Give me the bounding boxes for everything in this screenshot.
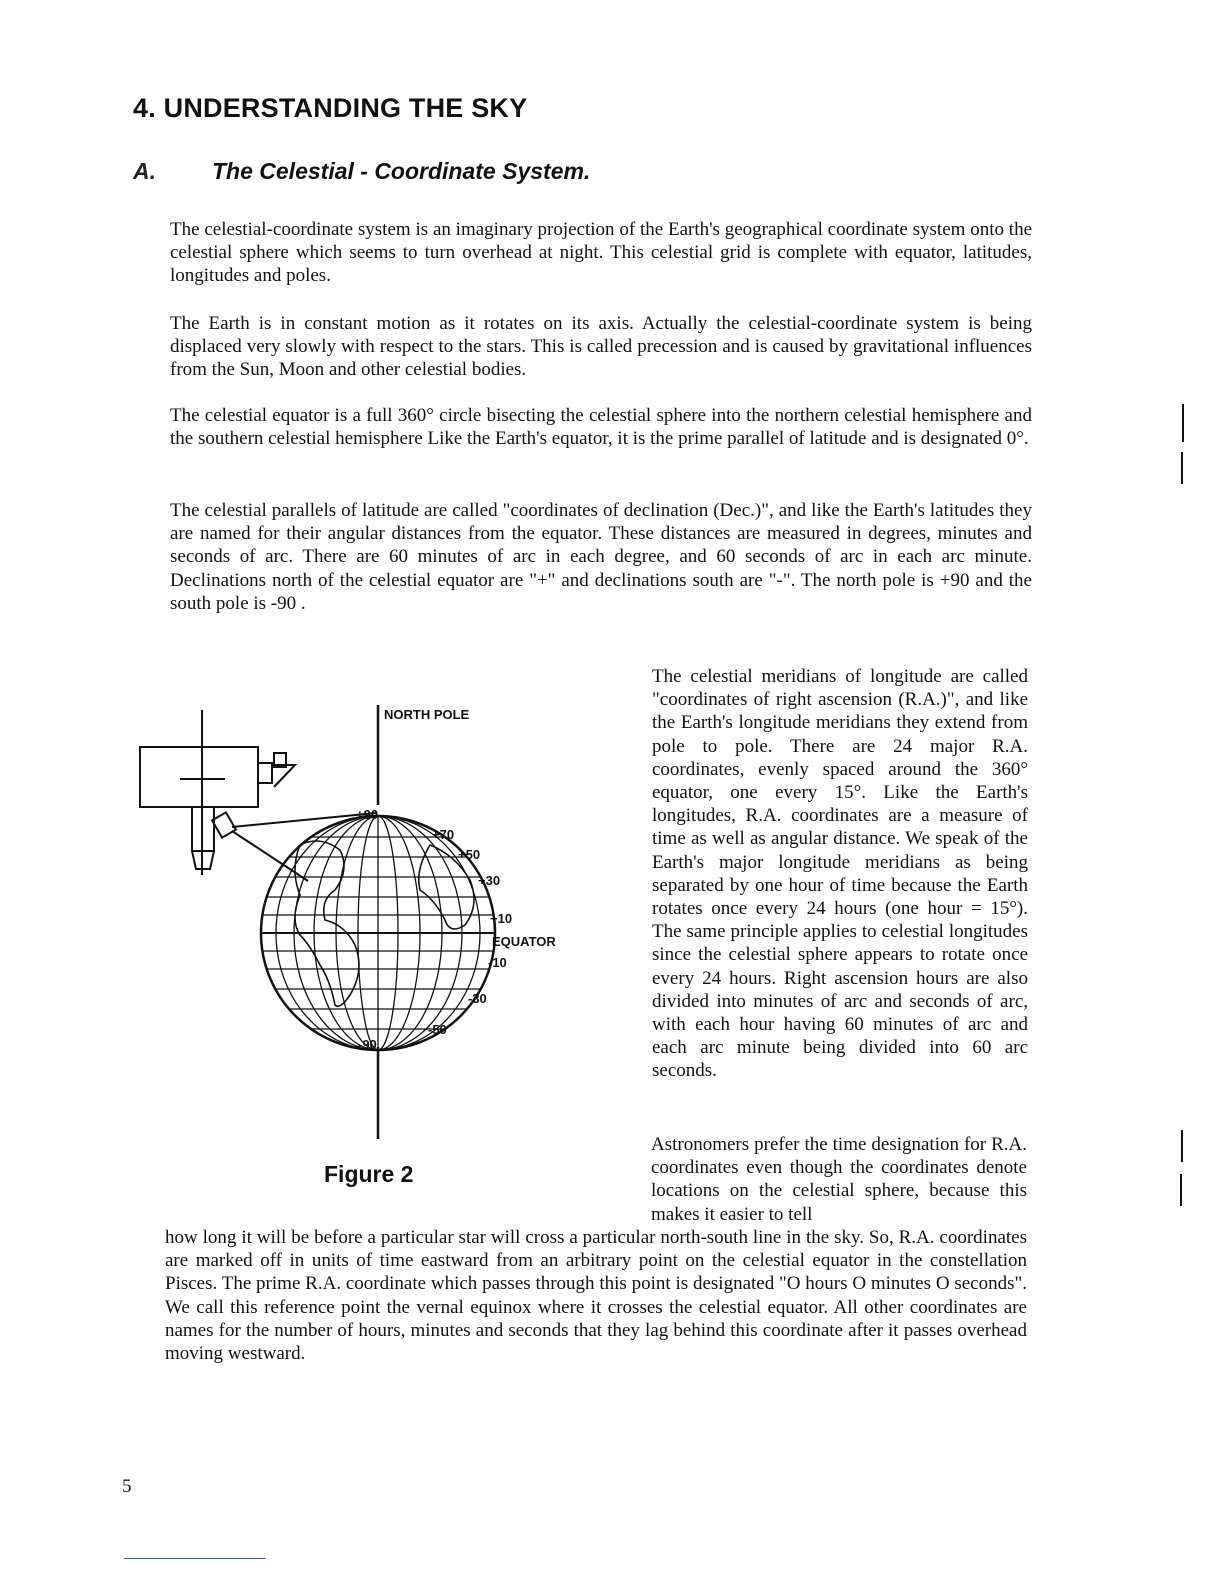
label-plus-70: +70 (432, 827, 455, 842)
label-minus-50: -50 (428, 1022, 447, 1037)
paragraph-6: Astronomers prefer the time designation for R.A. coordinates even though the coordinates denote locations on the celestial sphere, because this makes it easier to tell (651, 1134, 1027, 1225)
paragraph-2: The Earth is in constant motion as it rotates on its axis. Actually the celestial-coordinate system is being displaced very slowly with respect to the stars. This is called precession and is caused by gravitational influences from the Sun, Moon and other celestial bodies. (170, 313, 1032, 381)
label-equator: EQUATOR (492, 934, 556, 949)
paragraph-5-ra: The celestial meridians of longitude are called "coordinates of right ascension (R.A.)", and like the Earth's longitude meridians they extend from pole to pole. There are 24 major R.A. coordinates, evenly spaced around the 360° equator, one every 15°. Like the Earth's longitudes, R.A. coordinates are a measure of time as well as angular distance. We speak of the Earth's major longitude meridians as being separated by one hour of time because the Earth rotates once every 24 hours (one hour = 15°). The same principle applies to celestial longitudes since the celestial sphere appears to rotate once every 24 hours. Right ascension hours are also divided into minutes of arc and seconds of arc, with each hour having 60 minutes of arc and each arc minute being divided into 60 arc seconds. (652, 666, 1028, 1082)
section-title: The Celestial - Coordinate System. (212, 158, 591, 184)
figure-2-drawing (130, 695, 580, 1155)
label-minus-10: -10 (488, 955, 507, 970)
label-minus-30: -30 (468, 991, 487, 1006)
paragraph-7: how long it will be before a particular star will cross a particular north-south line in the sky. So, R.A. coordinates are marked off in units of time eastward from an arbitrary point on the celestial equator in the constellation Pisces. The prime R.A. coordinate which passes through this point is designated "O hours O minutes O seconds". We call this reference point the vernal equinox where it crosses the celestial equator. All other coordinates are names for the number of hours, minutes and seconds that they lag behind this coordinate after it passes overhead moving westward. (165, 1227, 1027, 1365)
telescope-drawing (140, 710, 379, 881)
figure-caption: Figure 2 (324, 1161, 414, 1187)
section-letter: A. (133, 158, 156, 184)
footer-rule (124, 1558, 266, 1559)
label-minus-90: -90 (358, 1037, 377, 1052)
label-north-pole: NORTH POLE (384, 707, 470, 722)
paragraph-4: The celestial parallels of latitude are called "coordinates of declination (Dec.)", and like the Earth's latitudes they are named for their angular distances from the equator. These distances are measured in degrees, minutes and seconds of arc. There are 60 minutes of arc in each degree, and 60 seconds of arc in each arc minute. Declinations north of the celestial equator are "+" and declinations south are "-". The north pole is +90 and the south pole is -90 . (170, 500, 1032, 614)
figure-2-celestial-sphere (130, 695, 580, 1155)
label-plus-50: +50 (458, 847, 481, 862)
paragraph-3: The celestial equator is a full 360° circle bisecting the celestial sphere into the northern celestial hemisphere and the southern celestial hemisphere Like the Earth's equator, it is the prime parallel of latitude and is designated 0°. (170, 405, 1032, 450)
chapter-heading: 4. UNDERSTANDING THE SKY (133, 93, 528, 123)
margin-scan-marks (1170, 400, 1200, 1220)
label-plus-10: +10 (490, 911, 513, 926)
label-plus-30: +30 (478, 873, 501, 888)
paragraph-1: The celestial-coordinate system is an imaginary projection of the Earth's geographical coordinate system onto the celestial sphere which seems to turn overhead at night. This celestial grid is complete with equator, latitudes, longitudes and poles. (170, 219, 1032, 287)
label-plus-90: +90 (356, 807, 379, 822)
page-number: 5 (122, 1476, 132, 1497)
